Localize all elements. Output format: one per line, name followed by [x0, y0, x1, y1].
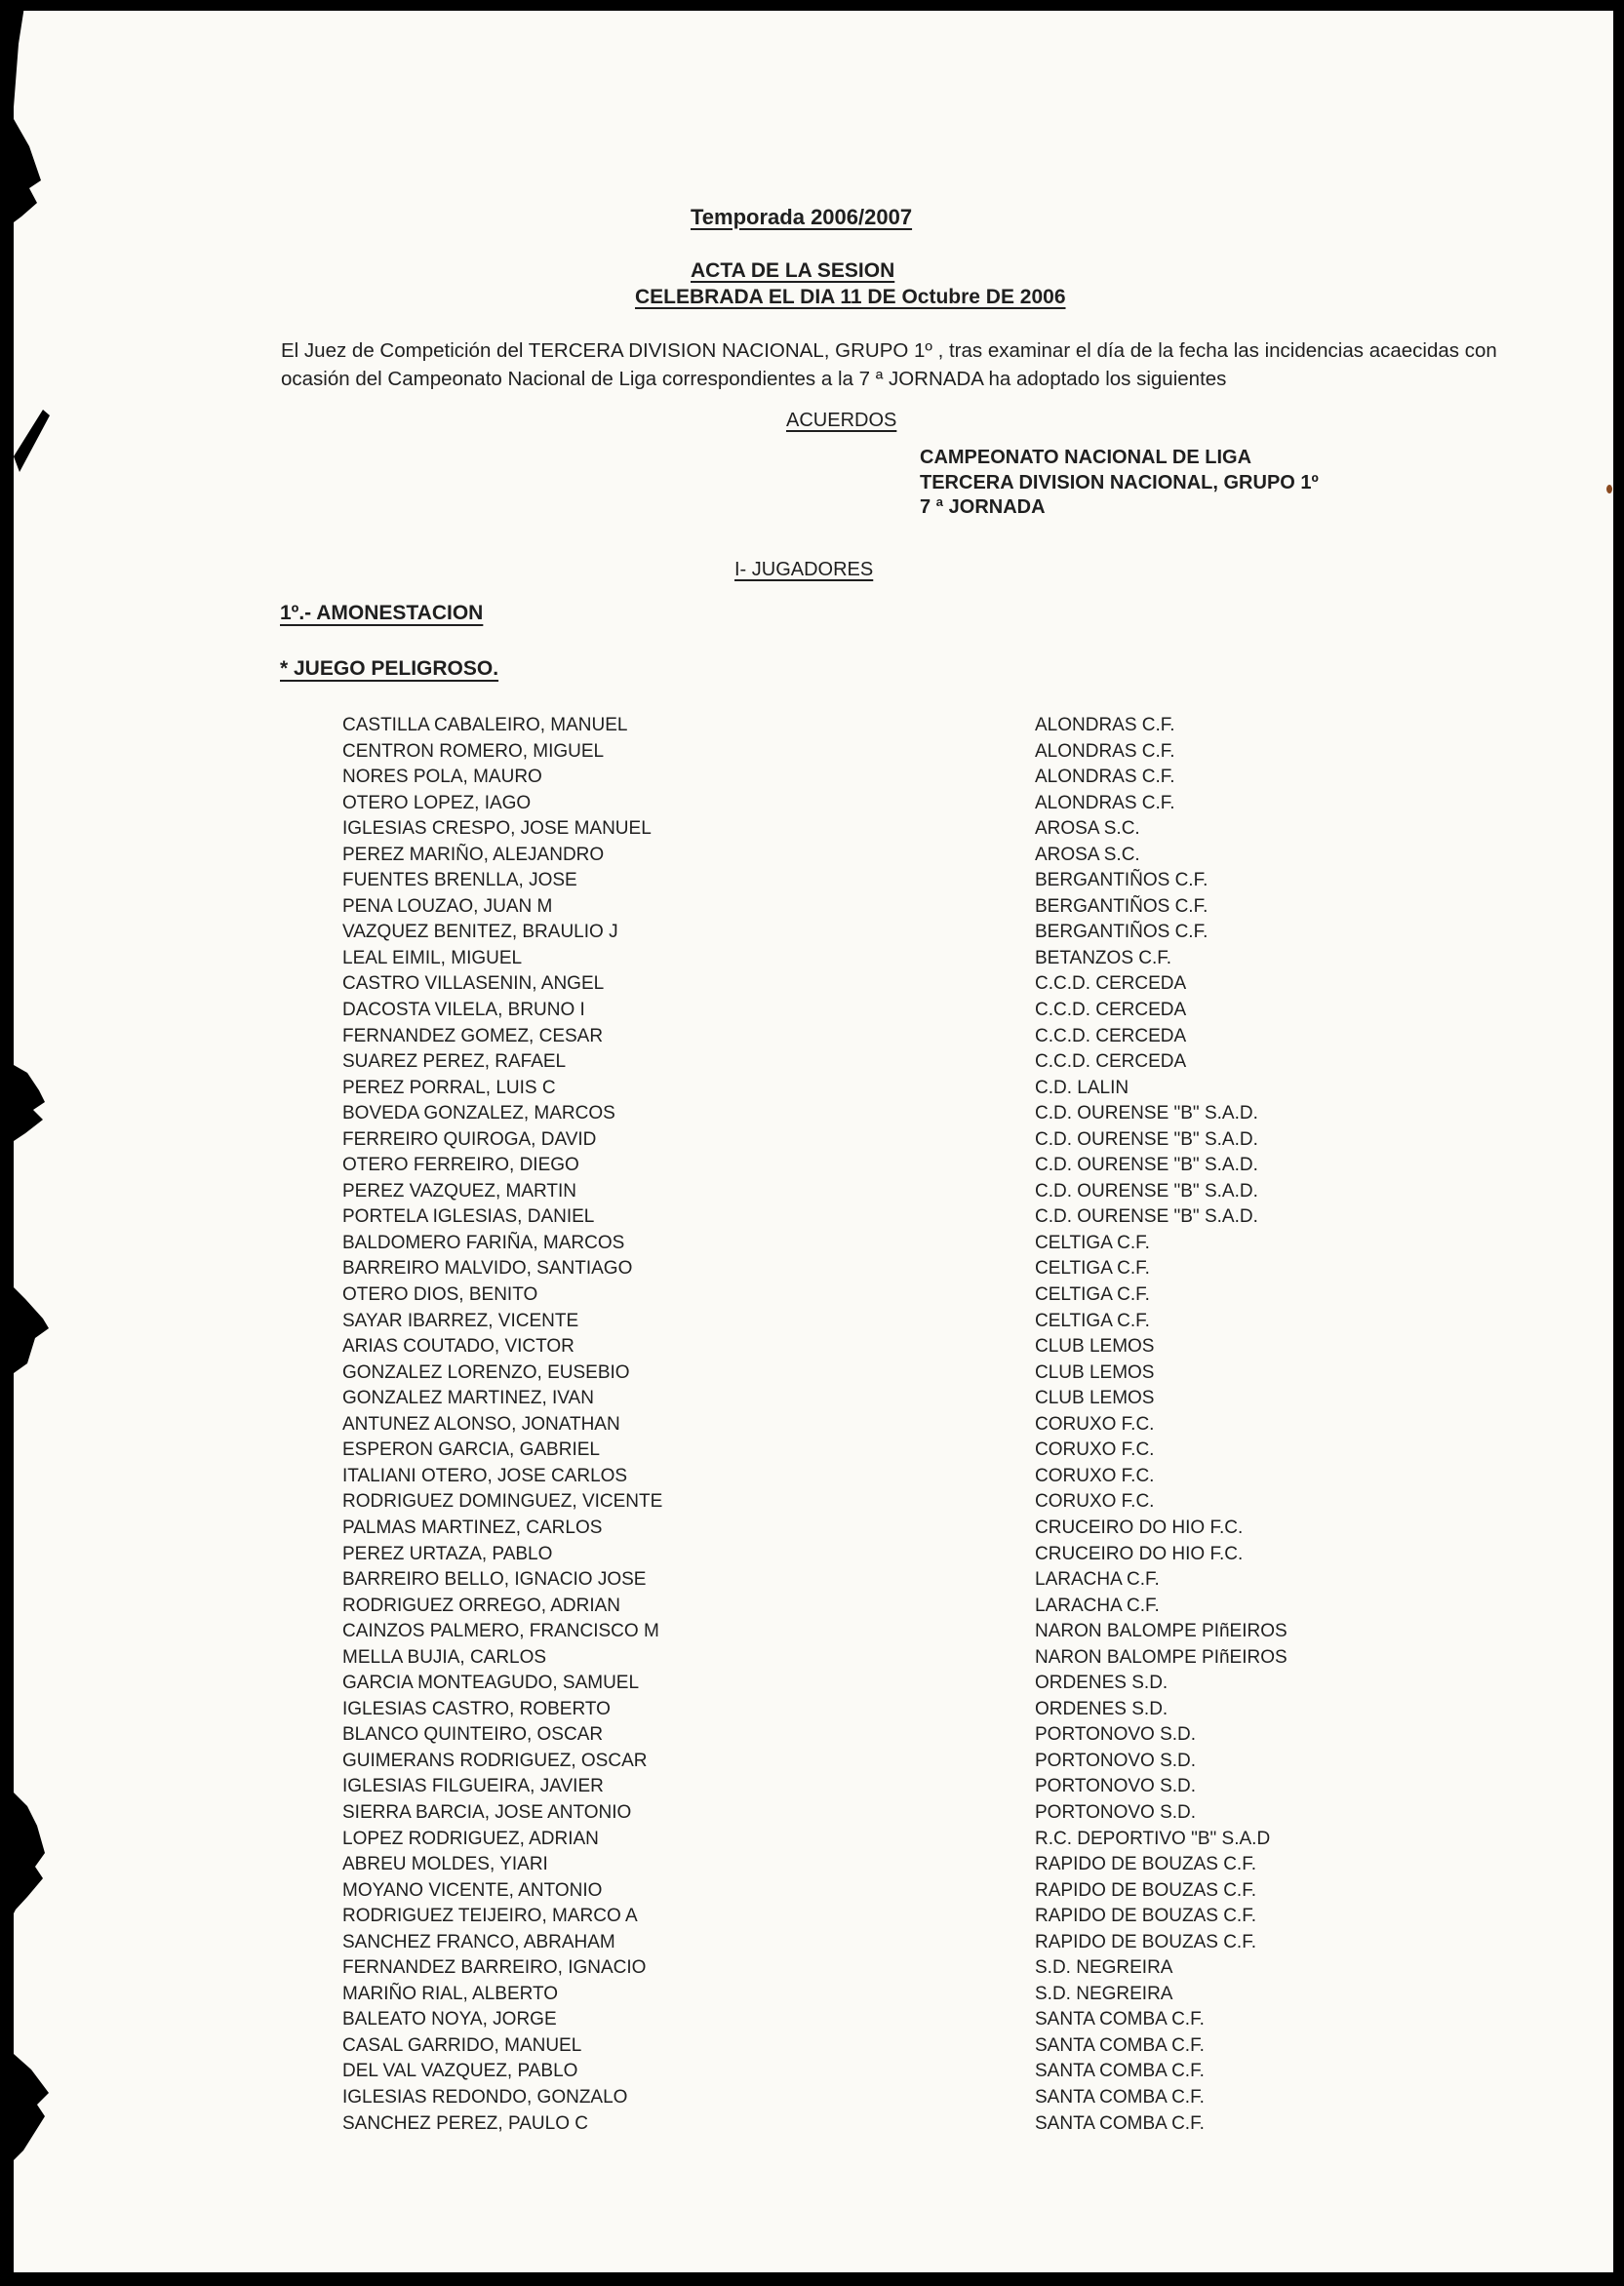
sanction-row [342, 1854, 1513, 1880]
sanction-row [342, 1155, 1513, 1181]
acuerdos-heading: ACUERDOS [786, 410, 897, 431]
scan-edge-bottom [0, 2272, 1624, 2286]
player-name: MARIÑO RIAL, ALBERTO [342, 1983, 559, 2004]
club-name: RAPIDO DE BOUZAS C.F. [1035, 1854, 1256, 1875]
juego-peligroso-heading: * JUEGO PELIGROSO. [280, 657, 499, 680]
sanction-row [342, 1284, 1513, 1311]
sanction-row [342, 2113, 1513, 2140]
player-name: BALEATO NOYA, JORGE [342, 2009, 557, 2030]
club-name: AROSA S.C. [1035, 844, 1140, 865]
player-name: PALMAS MARTINEZ, CARLOS [342, 1517, 603, 1538]
club-name: SANTA COMBA C.F. [1035, 2034, 1205, 2056]
club-name: NARON BALOMPE PIñEIROS [1035, 1621, 1287, 1642]
player-name: OTERO DIOS, BENITO [342, 1284, 538, 1306]
player-name: IGLESIAS REDONDO, GONZALO [342, 2086, 628, 2108]
sanction-row [342, 1906, 1513, 1932]
intro-paragraph: El Juez de Competición del TERCERA DIVISION NACIONAL, GRUPO 1º , tras examinar el día de la fecha las incidencias acaecidas con ocasión del Campeonato Nacional de Liga correspondientes a la 7 ª JORNADA ha adoptado los siguientes [281, 339, 1497, 390]
player-name: FUENTES BRENLLA, JOSE [342, 870, 577, 891]
player-name: SUAREZ PEREZ, RAFAEL [342, 1051, 567, 1073]
club-name: ALONDRAS C.F. [1035, 715, 1175, 735]
club-name: C.C.D. CERCEDA [1035, 1025, 1187, 1046]
club-name: S.D. NEGREIRA [1035, 1983, 1173, 2004]
club-name: SANTA COMBA C.F. [1035, 2086, 1205, 2108]
club-name: BERGANTIÑOS C.F. [1035, 922, 1208, 943]
player-name: CASTILLA CABALEIRO, MANUEL [342, 715, 628, 735]
club-name: CLUB LEMOS [1035, 1336, 1155, 1358]
player-name: NORES POLA, MAURO [342, 767, 542, 788]
club-name: BERGANTIÑOS C.F. [1035, 895, 1208, 917]
sanction-row [342, 2035, 1513, 2062]
player-name: CAINZOS PALMERO, FRANCISCO M [342, 1621, 659, 1642]
club-name: CELTIGA C.F. [1035, 1310, 1150, 1331]
club-name: PORTONOVO S.D. [1035, 1776, 1197, 1797]
club-name: CORUXO F.C. [1035, 1465, 1155, 1486]
club-name: C.D. LALIN [1035, 1077, 1129, 1098]
document-page [11, 11, 1613, 2272]
sanction-row [342, 1544, 1513, 1570]
player-name: PEREZ VAZQUEZ, MARTIN [342, 1180, 576, 1202]
sanction-row [342, 1776, 1513, 1802]
sanction-row [342, 1258, 1513, 1284]
club-name: ORDENES S.D. [1035, 1698, 1168, 1719]
sanction-row [342, 896, 1513, 923]
player-name: ANTUNEZ ALONSO, JONATHAN [342, 1413, 620, 1435]
club-name: C.C.D. CERCEDA [1035, 1051, 1187, 1073]
club-name: CRUCEIRO DO HIO F.C. [1035, 1517, 1244, 1538]
sanction-row [342, 845, 1513, 871]
player-name: VAZQUEZ BENITEZ, BRAULIO J [342, 922, 618, 943]
competition-line2: TERCERA DIVISION NACIONAL, GRUPO 1º [920, 471, 1319, 493]
sanction-row [342, 1206, 1513, 1233]
sanction-row [342, 1129, 1513, 1156]
scan-edge-top [0, 0, 1624, 11]
player-name: DACOSTA VILELA, BRUNO I [342, 1000, 585, 1021]
player-name: PEREZ PORRAL, LUIS C [342, 1077, 556, 1098]
player-name: ARIAS COUTADO, VICTOR [342, 1336, 574, 1358]
player-name: MOYANO VICENTE, ANTONIO [342, 1879, 603, 1901]
player-name: RODRIGUEZ DOMINGUEZ, VICENTE [342, 1491, 663, 1513]
competition-line1: CAMPEONATO NACIONAL DE LIGA [920, 447, 1252, 468]
scan-edge-right [1613, 0, 1624, 2286]
club-name: LARACHA C.F. [1035, 1569, 1160, 1591]
sanction-row [342, 2009, 1513, 2035]
player-name: GARCIA MONTEAGUDO, SAMUEL [342, 1673, 640, 1694]
club-name: C.D. OURENSE "B" S.A.D. [1035, 1155, 1258, 1176]
sanction-row [342, 1829, 1513, 1855]
player-name: LOPEZ RODRIGUEZ, ADRIAN [342, 1828, 599, 1849]
player-name: OTERO LOPEZ, IAGO [342, 792, 532, 813]
club-name: CELTIGA C.F. [1035, 1232, 1150, 1253]
player-name: FERNANDEZ BARREIRO, IGNACIO [342, 1957, 647, 1979]
sanction-row [342, 715, 1513, 741]
amonestacion-heading: 1º.- AMONESTACION [280, 602, 484, 624]
sanction-row [342, 948, 1513, 974]
club-name: CORUXO F.C. [1035, 1439, 1155, 1461]
sanction-row [342, 1362, 1513, 1389]
sanction-row [342, 818, 1513, 845]
sanctions-list [342, 715, 1513, 2139]
club-name: NARON BALOMPE PIñEIROS [1035, 1646, 1287, 1668]
sanction-row [342, 1596, 1513, 1622]
player-name: PEREZ MARIÑO, ALEJANDRO [342, 844, 605, 865]
club-name: RAPIDO DE BOUZAS C.F. [1035, 1879, 1256, 1901]
player-name: PEREZ URTAZA, PABLO [342, 1543, 553, 1564]
sanction-row [342, 2087, 1513, 2113]
sanction-row [342, 767, 1513, 793]
session-date-line: CELEBRADA EL DIA 11 DE Octubre DE 2006 [635, 286, 1066, 308]
sanction-row [342, 1103, 1513, 1129]
club-name: C.D. OURENSE "B" S.A.D. [1035, 1128, 1258, 1150]
club-name: CLUB LEMOS [1035, 1388, 1155, 1409]
club-name: PORTONOVO S.D. [1035, 1801, 1197, 1823]
player-name: BLANCO QUINTEIRO, OSCAR [342, 1724, 604, 1746]
sanction-row [342, 1336, 1513, 1362]
player-name: FERREIRO QUIROGA, DAVID [342, 1128, 597, 1150]
player-name: GONZALEZ MARTINEZ, IVAN [342, 1388, 594, 1409]
player-name: GUIMERANS RODRIGUEZ, OSCAR [342, 1750, 648, 1771]
sanction-row [342, 793, 1513, 819]
club-name: ORDENES S.D. [1035, 1673, 1168, 1694]
sanction-row [342, 1466, 1513, 1492]
player-name: OTERO FERREIRO, DIEGO [342, 1155, 579, 1176]
club-name: LARACHA C.F. [1035, 1595, 1160, 1616]
sanction-row [342, 1569, 1513, 1596]
player-name: ITALIANI OTERO, JOSE CARLOS [342, 1465, 628, 1486]
sanction-row [342, 1181, 1513, 1207]
scan-stain-artifact [1606, 485, 1612, 493]
player-name: IGLESIAS CRESPO, JOSE MANUEL [342, 818, 652, 840]
club-name: CELTIGA C.F. [1035, 1258, 1150, 1280]
club-name: RAPIDO DE BOUZAS C.F. [1035, 1906, 1256, 1927]
club-name: CORUXO F.C. [1035, 1491, 1155, 1513]
sanction-row [342, 1621, 1513, 1647]
club-name: ALONDRAS C.F. [1035, 740, 1175, 762]
club-name: S.D. NEGREIRA [1035, 1957, 1173, 1979]
club-name: SANTA COMBA C.F. [1035, 2009, 1205, 2030]
player-name: RODRIGUEZ ORREGO, ADRIAN [342, 1595, 621, 1616]
player-name: DEL VAL VAZQUEZ, PABLO [342, 2061, 578, 2082]
sanction-row [342, 2061, 1513, 2087]
sanction-row [342, 1517, 1513, 1544]
player-name: LEAL EIMIL, MIGUEL [342, 947, 523, 968]
sanction-row [342, 1751, 1513, 1777]
player-name: FERNANDEZ GOMEZ, CESAR [342, 1025, 604, 1046]
club-name: C.D. OURENSE "B" S.A.D. [1035, 1103, 1258, 1124]
club-name: CORUXO F.C. [1035, 1413, 1155, 1435]
club-name: AROSA S.C. [1035, 818, 1140, 840]
sanction-row [342, 1491, 1513, 1517]
sanction-row [342, 1311, 1513, 1337]
club-name: SANTA COMBA C.F. [1035, 2112, 1205, 2134]
competition-line3: 7 ª JORNADA [920, 496, 1046, 518]
sanction-row [342, 1051, 1513, 1078]
sanction-row [342, 1699, 1513, 1725]
sanction-row [342, 1673, 1513, 1699]
club-name: C.D. OURENSE "B" S.A.D. [1035, 1180, 1258, 1202]
player-name: SANCHEZ FRANCO, ABRAHAM [342, 1931, 615, 1952]
sanction-row [342, 1984, 1513, 2010]
club-name: C.C.D. CERCEDA [1035, 973, 1187, 995]
season-title: Temporada 2006/2007 [691, 205, 913, 229]
club-name: C.C.D. CERCEDA [1035, 1000, 1187, 1021]
player-name: BARREIRO MALVIDO, SANTIAGO [342, 1258, 633, 1280]
sanction-row [342, 1388, 1513, 1414]
player-name: ESPERON GARCIA, GABRIEL [342, 1439, 600, 1461]
sanction-row [342, 973, 1513, 1000]
club-name: CLUB LEMOS [1035, 1361, 1155, 1383]
sanction-row [342, 1439, 1513, 1466]
player-name: GONZALEZ LORENZO, EUSEBIO [342, 1361, 630, 1383]
players-section-heading: I- JUGADORES [734, 559, 874, 580]
player-name: CASAL GARRIDO, MANUEL [342, 2034, 582, 2056]
sanction-row [342, 870, 1513, 896]
player-name: RODRIGUEZ TEIJEIRO, MARCO A [342, 1906, 638, 1927]
player-name: MELLA BUJIA, CARLOS [342, 1646, 547, 1668]
club-name: ALONDRAS C.F. [1035, 767, 1175, 788]
player-name: CENTRON ROMERO, MIGUEL [342, 740, 605, 762]
sanction-row [342, 1932, 1513, 1958]
session-title: ACTA DE LA SESION [691, 259, 895, 282]
club-name: RAPIDO DE BOUZAS C.F. [1035, 1931, 1256, 1952]
player-name: BARREIRO BELLO, IGNACIO JOSE [342, 1569, 647, 1591]
sanction-row [342, 1880, 1513, 1907]
club-name: BETANZOS C.F. [1035, 947, 1172, 968]
player-name: PENA LOUZAO, JUAN M [342, 895, 553, 917]
club-name: SANTA COMBA C.F. [1035, 2061, 1205, 2082]
club-name: PORTONOVO S.D. [1035, 1750, 1197, 1771]
sanction-row [342, 1233, 1513, 1259]
club-name: PORTONOVO S.D. [1035, 1724, 1197, 1746]
sanction-row [342, 1724, 1513, 1751]
club-name: CRUCEIRO DO HIO F.C. [1035, 1543, 1244, 1564]
competition-block [920, 446, 1319, 521]
club-name: ALONDRAS C.F. [1035, 792, 1175, 813]
club-name: BERGANTIÑOS C.F. [1035, 870, 1208, 891]
club-name: C.D. OURENSE "B" S.A.D. [1035, 1206, 1258, 1228]
player-name: SANCHEZ PEREZ, PAULO C [342, 2112, 588, 2134]
sanction-row [342, 1414, 1513, 1440]
player-name: CASTRO VILLASENIN, ANGEL [342, 973, 605, 995]
sanction-row [342, 1000, 1513, 1026]
sanction-row [342, 1957, 1513, 1984]
scan-edge-left-artifact [0, 0, 68, 2286]
sanction-row [342, 1802, 1513, 1829]
sanction-row [342, 1026, 1513, 1052]
sanction-row [342, 1078, 1513, 1104]
player-name: IGLESIAS CASTRO, ROBERTO [342, 1698, 611, 1719]
player-name: IGLESIAS FILGUEIRA, JAVIER [342, 1776, 604, 1797]
sanction-row [342, 1647, 1513, 1674]
player-name: PORTELA IGLESIAS, DANIEL [342, 1206, 595, 1228]
player-name: SIERRA BARCIA, JOSE ANTONIO [342, 1801, 632, 1823]
player-name: BOVEDA GONZALEZ, MARCOS [342, 1103, 615, 1124]
sanction-row [342, 741, 1513, 768]
player-name: BALDOMERO FARIÑA, MARCOS [342, 1232, 625, 1253]
player-name: ABREU MOLDES, YIARI [342, 1854, 548, 1875]
club-name: CELTIGA C.F. [1035, 1284, 1150, 1306]
player-name: SAYAR IBARREZ, VICENTE [342, 1310, 579, 1331]
club-name: R.C. DEPORTIVO "B" S.A.D [1035, 1828, 1271, 1849]
sanction-row [342, 922, 1513, 948]
